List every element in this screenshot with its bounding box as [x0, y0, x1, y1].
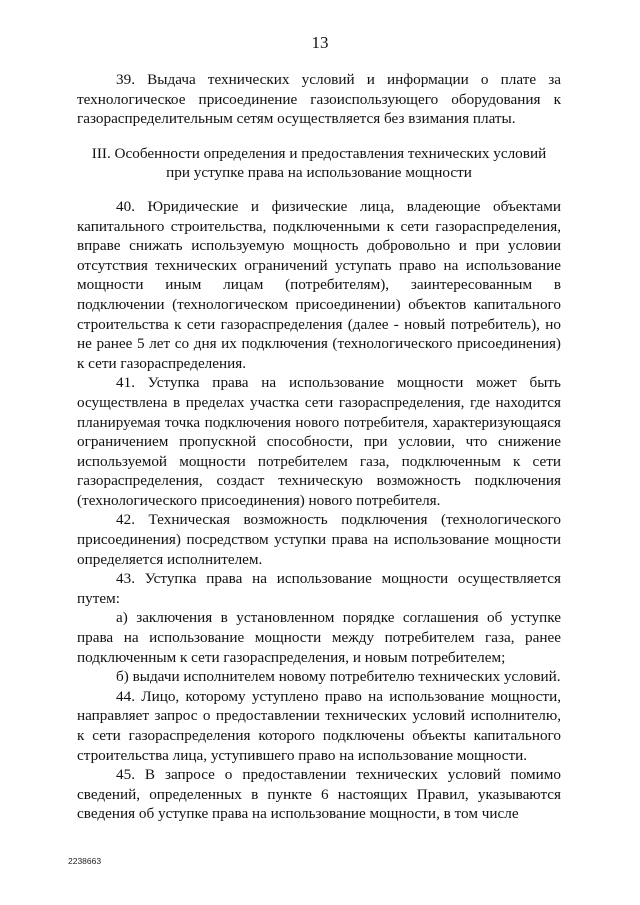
section-heading — [77, 144, 561, 183]
paragraph-44: 44. Лицо, которому уступлено право на использование мощности, направляет запрос о предоставлении технических условий исполнителю, к сети газораспределения которого подключены объекты капитального строительства лица, уступившего право на использование мощности. — [77, 687, 561, 764]
page-number: 13 — [311, 33, 329, 52]
document-body — [77, 70, 561, 824]
paragraph-39: 39. Выдача технических условий и информации о плате за технологическое присоединение газоиспользующего оборудования к газораспределительным сетям осуществляется без взимания платы. — [77, 71, 561, 128]
paragraph-42: 42. Техническая возможность подключения (технологического присоединения) посредством уступки права на использование мощности определяется исполнителем. — [77, 511, 561, 568]
paragraph-43: 43. Уступка права на использование мощности осуществляется путем: — [77, 570, 561, 607]
paragraph-45: 45. В запросе о предоставлении технических условий помимо сведений, определенных в пункте 6 настоящих Правил, указываются сведения об уступке права на использование мощности, в том числе — [77, 766, 561, 823]
paragraph-43-a: а) заключения в установленном порядке соглашения об уступке права на использование мощности между потребителем газа, ранее подключенным к сети газораспределения, и новым потребителем; — [77, 609, 561, 666]
section-heading-line-1: III. Особенности определения и предоставления технических условий — [91, 144, 547, 162]
paragraph-43-b: б) выдачи исполнителем новому потребителю технических условий. — [116, 668, 561, 686]
paragraph-41: 41. Уступка права на использование мощности может быть осуществлена в пределах участка сети газораспределения, где находится планируемая точка подключения нового потребителя, характеризующаяся ограничением пропускной способности, при условии, что снижение используемой мощности потребителем газа, подключенным к сети газораспределения, создаст техническую возможность подключения (технологического присоединения) нового потребителя. — [77, 374, 561, 509]
document-id: 2238663 — [68, 856, 102, 866]
section-heading-line-2: при уступке права на использование мощности — [166, 164, 472, 182]
paragraph-40: 40. Юридические и физические лица, владеющие объектами капитального строительства, подключенными к сети газораспределения, вправе снижать используемую мощность добровольно и при условии отсутствия технических ограничений уступать право на использование мощности иным лицам (потребителям), заинтересованным в подключении (технологическом присоединении) объектов капитального строительства к сети газораспределения (далее - новый потребитель), но не ранее 5 лет со дня их подключения (технологического присоединения) к сети газораспределения. — [77, 197, 561, 372]
